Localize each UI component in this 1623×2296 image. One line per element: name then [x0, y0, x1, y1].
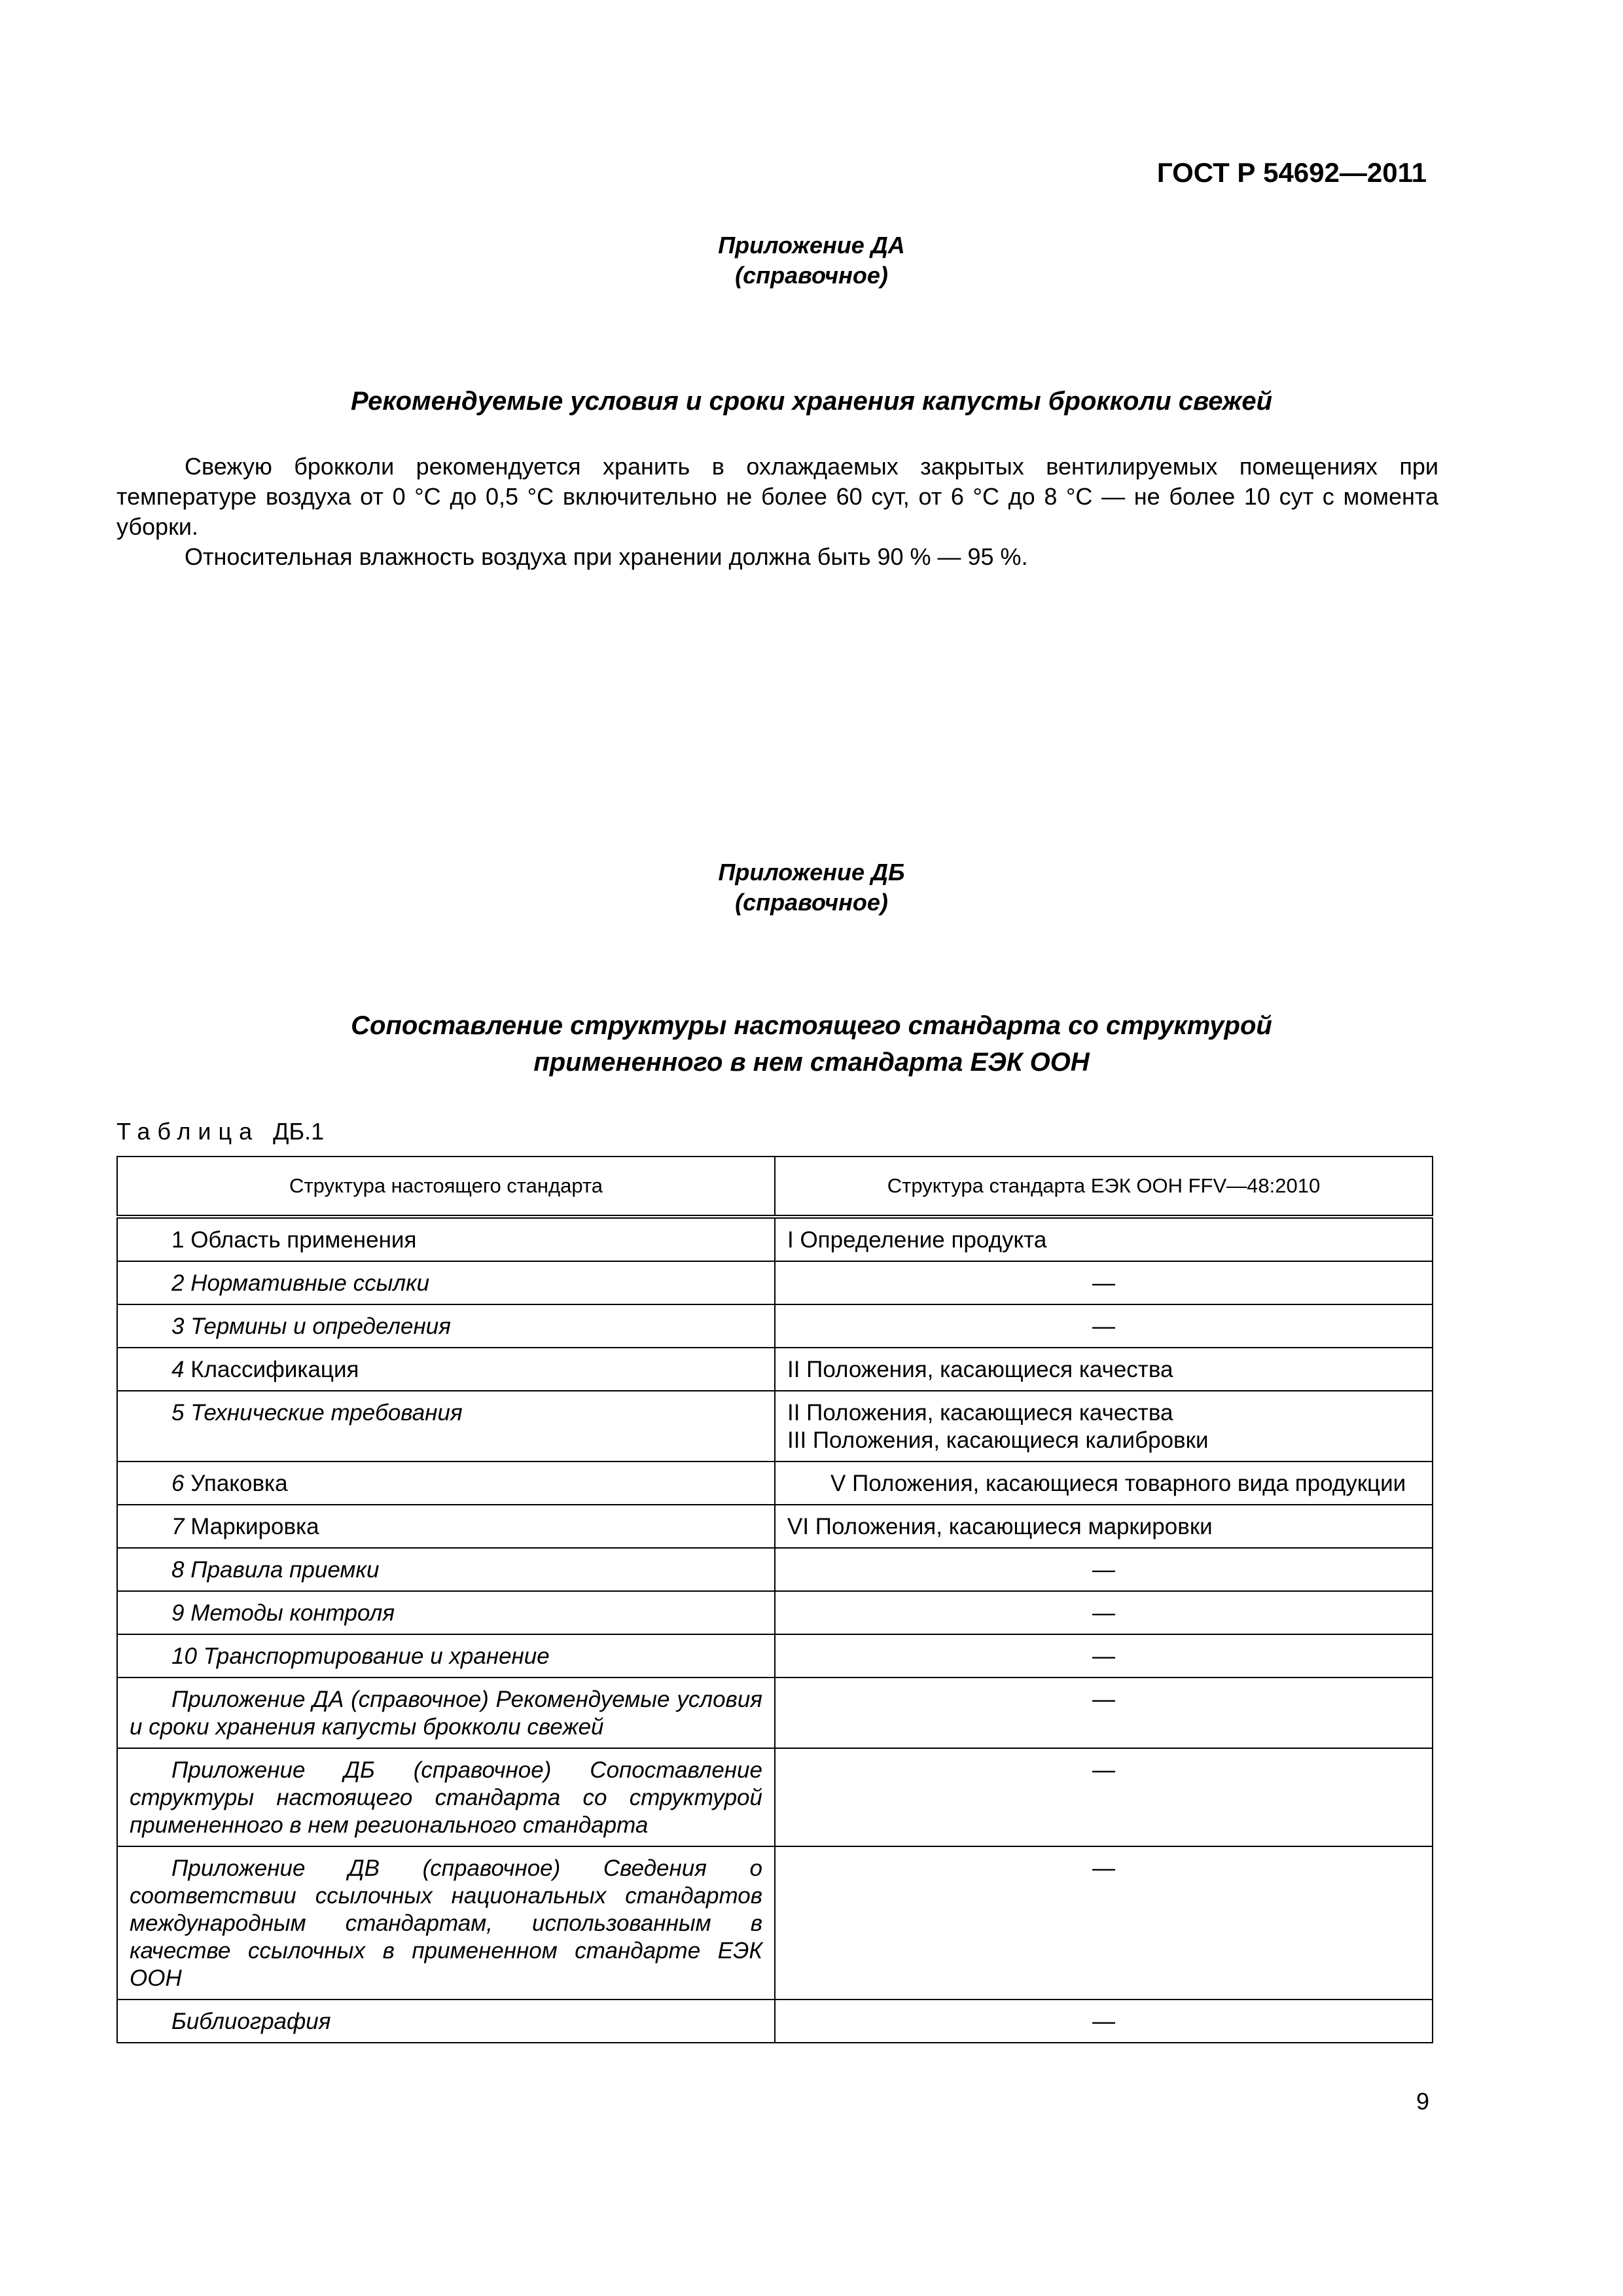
row-ece-item: V Положения, касающиеся товарного вида продукции	[830, 1471, 1406, 1496]
table-cell-left	[117, 1391, 775, 1462]
structure-comparison-table	[116, 1156, 1433, 2043]
row-number: 8	[171, 1557, 185, 1583]
row-title: Классификация	[190, 1357, 359, 1382]
table-row	[117, 1505, 1433, 1548]
table-cell-left	[117, 1462, 775, 1505]
row-title: Правила приемки	[190, 1557, 380, 1583]
row-ece-item: II Положения, касающиеся качества	[787, 1357, 1173, 1382]
row-ece-item: —	[1092, 1687, 1115, 1712]
row-ece-item: I Определение продукта	[787, 1227, 1047, 1253]
row-number: 6	[171, 1471, 185, 1496]
row-ece-item: —	[1092, 1856, 1115, 1881]
row-ece-item: II Положения, касающиеся качества	[787, 1400, 1173, 1426]
appendix-db-heading-line2: примененного в нем стандарта ЕЭК ООН	[533, 1048, 1090, 1077]
row-ece-item: —	[1092, 1314, 1115, 1339]
table-header-cell: Структура стандарта ЕЭК ООН FFV—48:2010	[775, 1157, 1433, 1217]
appendix-da-paragraph: Относительная влажность воздуха при хранении должна быть 90 % — 95 %.	[185, 543, 1028, 570]
table-cell-left	[117, 1548, 775, 1591]
table-row	[117, 1591, 1433, 1634]
appendix-da-heading: Рекомендуемые условия и сроки хранения капусты брокколи свежей	[350, 387, 1273, 416]
appendix-da-title: Приложение ДА	[718, 232, 905, 259]
row-ece-item: III Положения, касающиеся калибровки	[787, 1427, 1209, 1453]
table-row	[117, 1304, 1433, 1348]
table-cell-right	[775, 1462, 1433, 1505]
row-title: Приложение ДВ (справочное) Сведения о соответствии ссылочных национальных стандартов международным стандартам, использованным в качестве ссылочных в примененном стандарте ЕЭК ООН	[130, 1856, 762, 1991]
row-number: 7	[171, 1514, 185, 1539]
appendix-da-kind: (справочное)	[735, 262, 888, 289]
table-row	[117, 1261, 1433, 1304]
table-header-row	[117, 1157, 1433, 1217]
row-title: Маркировка	[190, 1514, 319, 1539]
table-cell-left	[117, 1634, 775, 1677]
row-number: 3	[171, 1314, 185, 1339]
table-cell-right	[775, 1677, 1433, 1748]
row-number: 4	[171, 1357, 185, 1382]
table-row	[117, 1217, 1433, 1261]
row-ece-item: —	[1092, 1270, 1115, 1296]
page-number: 9	[1416, 2088, 1429, 2115]
table-row	[117, 1391, 1433, 1462]
table-cell-right	[775, 1304, 1433, 1348]
table-cell-right	[775, 1591, 1433, 1634]
row-ece-item: —	[1092, 1757, 1115, 1783]
table-cell-left	[117, 1304, 775, 1348]
appendix-db-heading-line1: Сопоставление структуры настоящего стандарта со структурой	[351, 1011, 1272, 1040]
appendix-da-text	[116, 452, 1438, 572]
table-cell-left	[117, 1505, 775, 1548]
table-row	[117, 1548, 1433, 1591]
table-cell-left	[117, 1748, 775, 1846]
table-cell-left	[117, 1217, 775, 1261]
table-cell-left	[117, 1261, 775, 1304]
table-caption-number: ДБ.1	[273, 1118, 325, 1145]
table-cell-left	[117, 1348, 775, 1391]
row-title: Транспортирование и хранение	[203, 1643, 550, 1669]
table-cell-right	[775, 1217, 1433, 1261]
row-title: Приложение ДБ (справочное) Сопоставление структуры настоящего стандарта со структурой примененного в нем регионального стандарта	[130, 1757, 762, 1838]
row-title: Приложение ДА (справочное) Рекомендуемые условия и сроки хранения капусты брокколи свежей	[130, 1687, 762, 1740]
row-number: 2	[171, 1270, 185, 1296]
table-cell-right	[775, 2000, 1433, 2043]
row-title: Технические требования	[190, 1400, 463, 1426]
row-number: 9	[171, 1600, 185, 1626]
table-caption	[116, 1118, 324, 1145]
row-ece-item: —	[1092, 1557, 1115, 1583]
table-cell-right	[775, 1391, 1433, 1462]
table-cell-right	[775, 1548, 1433, 1591]
table-cell-left	[117, 1677, 775, 1748]
appendix-da-paragraph: Свежую брокколи рекомендуется хранить в охлаждаемых закрытых вентилируемых помещениях при температуре воздуха от 0 °С до 0,5 °С включительно не более 60 сут, от 6 °С до 8 °С — не более 10 сут с момента уборки.	[116, 453, 1438, 540]
table-row	[117, 1748, 1433, 1846]
table-row	[117, 1462, 1433, 1505]
table-cell-right	[775, 1748, 1433, 1846]
table-cell-left	[117, 1846, 775, 2000]
table-cell-right	[775, 1634, 1433, 1677]
table-cell-right	[775, 1505, 1433, 1548]
table-row	[117, 1634, 1433, 1677]
table-row	[117, 1677, 1433, 1748]
row-title: Библиография	[171, 2009, 331, 2034]
row-ece-item: —	[1092, 2009, 1115, 2034]
table-row	[117, 1348, 1433, 1391]
table-cell-right	[775, 1261, 1433, 1304]
row-title: Методы контроля	[190, 1600, 395, 1626]
row-title: Упаковка	[190, 1471, 288, 1496]
appendix-db-kind: (справочное)	[735, 889, 888, 916]
table-header-cell: Структура настоящего стандарта	[117, 1157, 775, 1217]
row-title: Область применения	[190, 1227, 417, 1253]
table-cell-left	[117, 1591, 775, 1634]
table-cell-left	[117, 2000, 775, 2043]
row-title: Нормативные ссылки	[190, 1270, 430, 1296]
row-number: 1	[171, 1227, 185, 1253]
appendix-db-title: Приложение ДБ	[718, 859, 905, 886]
row-ece-item: VI Положения, касающиеся маркировки	[787, 1514, 1213, 1539]
row-ece-item: —	[1092, 1643, 1115, 1669]
row-number: 5	[171, 1400, 185, 1426]
table-cell-right	[775, 1348, 1433, 1391]
row-number: 10	[171, 1643, 197, 1669]
table-row	[117, 2000, 1433, 2043]
document-code: ГОСТ Р 54692—2011	[1156, 157, 1427, 188]
row-ece-item: —	[1092, 1600, 1115, 1626]
row-title: Термины и определения	[190, 1314, 451, 1339]
table-caption-label: Таблица	[116, 1118, 260, 1145]
table-cell-right	[775, 1846, 1433, 2000]
table-row	[117, 1846, 1433, 2000]
